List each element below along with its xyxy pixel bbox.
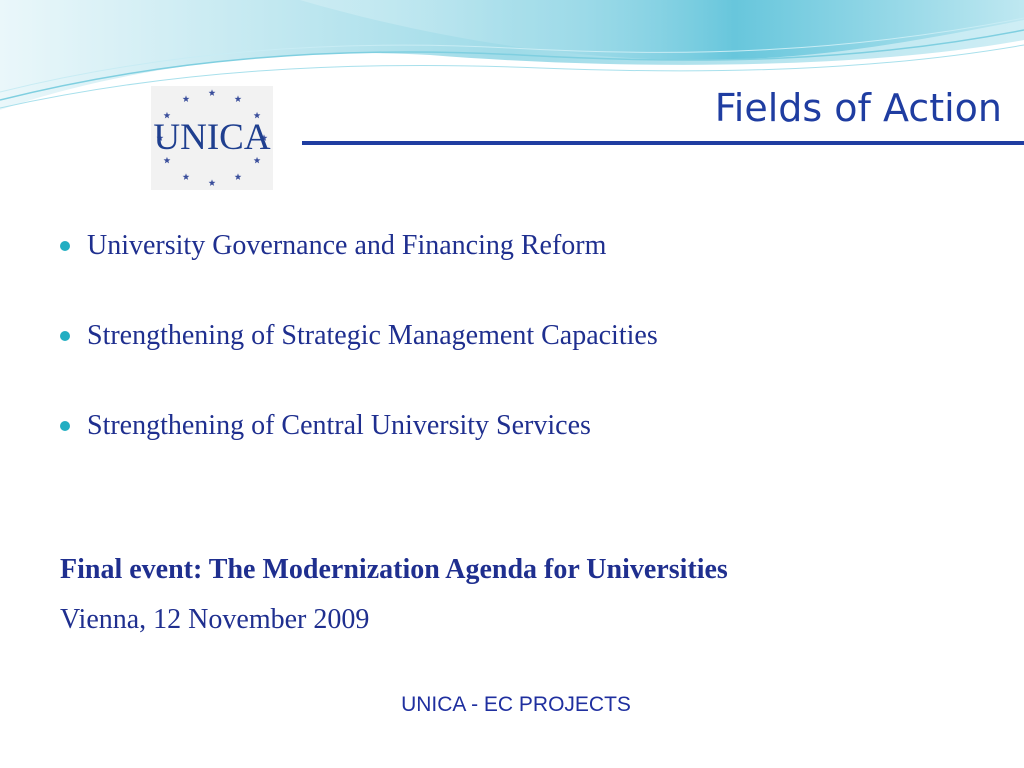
logo-star-icon	[183, 173, 190, 180]
logo-star-icon	[235, 173, 242, 180]
bullet-label: University Governance and Financing Reform	[87, 230, 607, 261]
page-title: Fields of Action	[714, 86, 1002, 130]
event-title: Final event: The Modernization Agenda for Universities	[60, 554, 728, 585]
event-date: Vienna, 12 November 2009	[60, 604, 370, 635]
logo-star-icon	[235, 95, 242, 102]
bullet-item	[60, 226, 606, 266]
footer-text: UNICA - EC PROJECTS	[401, 693, 631, 716]
logo-star-icon	[209, 89, 216, 96]
bullet-icon	[60, 331, 70, 341]
bullet-label: Strengthening of Central University Services	[87, 410, 591, 441]
logo-star-icon	[183, 95, 190, 102]
bullet-icon	[60, 421, 70, 431]
bullet-item	[60, 406, 591, 446]
title-underline	[302, 141, 1024, 145]
logo-star-icon	[209, 179, 216, 186]
bullet-icon	[60, 241, 70, 251]
unica-logo	[151, 86, 273, 190]
bullet-item	[60, 316, 658, 356]
bullet-label: Strengthening of Strategic Management Capacities	[87, 320, 658, 351]
logo-text: UNICA	[153, 117, 271, 158]
